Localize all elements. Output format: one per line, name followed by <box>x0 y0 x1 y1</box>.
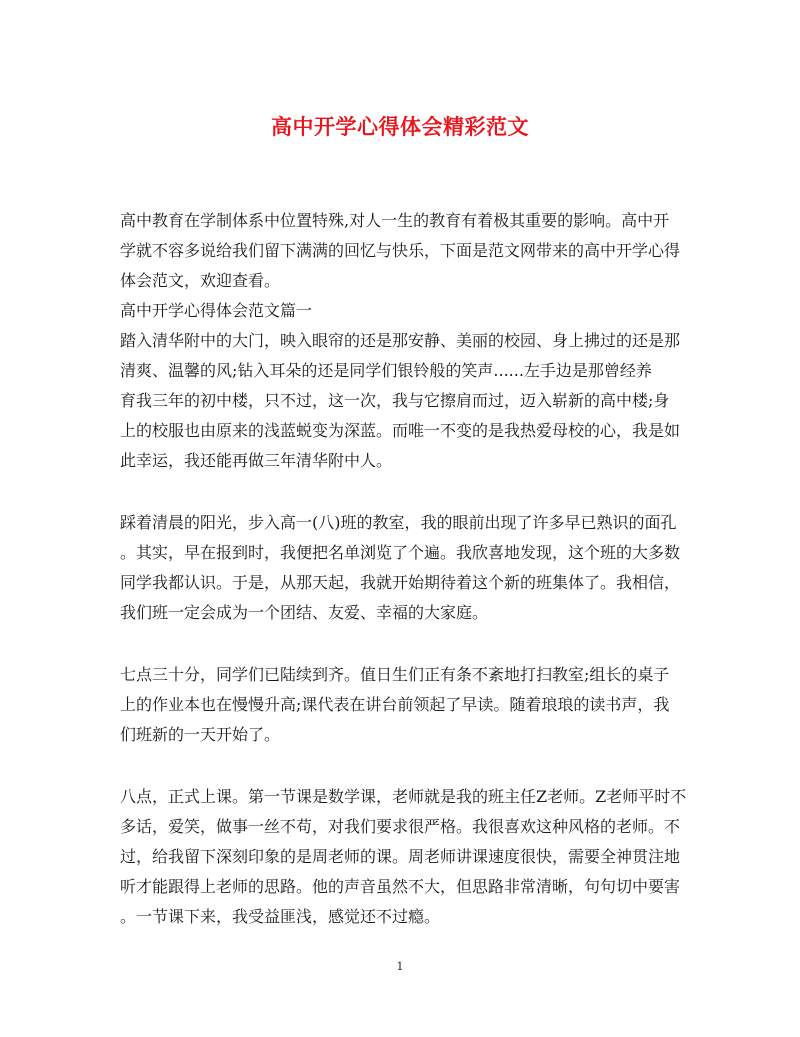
intro-paragraph <box>120 206 680 296</box>
document-body <box>120 206 687 932</box>
text-line: 听才能跟得上老师的思路。他的声音虽然不大，但思路非常清晰，句句切中要害 <box>120 877 681 896</box>
document-title: 高中开学心得体会精彩范文 <box>271 114 529 139</box>
paragraph-2 <box>120 508 680 628</box>
text-line: 清爽、温馨的风;钻入耳朵的还是同学们银铃般的笑声......左手边是那曾经养 <box>120 361 652 380</box>
paragraph-gap <box>120 750 680 782</box>
paragraph-4 <box>120 782 687 932</box>
text-line: 踩着清晨的阳光，步入高一(八)班的教室，我的眼前出现了许多早已熟识的面孔 <box>120 513 677 532</box>
text-line: 高中教育在学制体系中位置特殊,对人一生的教育有着极其重要的影响。高中开 <box>120 211 670 230</box>
paragraph-gap <box>120 628 680 660</box>
text-line: 踏入清华附中的大门，映入眼帘的还是那安静、美丽的校园、身上拂过的还是那 <box>120 331 681 350</box>
text-line: 上的作业本也在慢慢升高;课代表在讲台前领起了早读。随着琅琅的读书声，我 <box>120 695 670 714</box>
paragraph-3 <box>120 660 680 750</box>
text-line: 们班新的一天开始了。 <box>120 725 281 744</box>
text-line: 学就不容多说给我们留下满满的回忆与快乐，下面是范文网带来的高中开学心得 <box>120 241 681 260</box>
page-number: 1 <box>396 960 404 973</box>
text-line: 上的校服也由原来的浅蓝蜕变为深蓝。而唯一不变的是我热爱母校的心，我是如 <box>120 421 681 440</box>
text-line: 同学我都认识。于是，从那天起，我就开始期待着这个新的班集体了。我相信， <box>120 573 681 592</box>
section-heading: 高中开学心得体会范文篇一 <box>120 301 313 320</box>
text-line: 此幸运，我还能再做三年清华附中人。 <box>120 451 393 470</box>
text-line: 过，给我留下深刻印象的是周老师的课。周老师讲课速度很快，需要全神贯注地 <box>120 847 681 866</box>
text-line: 体会范文，欢迎查看。 <box>120 271 281 290</box>
paragraph-1 <box>120 326 680 476</box>
text-line: 育我三年的初中楼，只不过，这一次，我与它擦肩而过，迈入崭新的高中楼;身 <box>120 391 670 410</box>
text-line: 七点三十分，同学们已陆续到齐。值日生们正有条不紊地打扫教室;组长的桌子 <box>120 665 670 684</box>
text-line: 。一节课下来，我受益匪浅，感觉还不过瘾。 <box>120 907 441 926</box>
paragraph-gap <box>120 476 680 508</box>
text-line: 。其实，早在报到时，我便把名单浏览了个遍。我欣喜地发现，这个班的大多数 <box>120 543 681 562</box>
text-line: 多话，爱笑，做事一丝不苟，对我们要求很严格。我很喜欢这种风格的老师。不 <box>120 817 681 836</box>
text-line: 我们班一定会成为一个团结、友爱、幸福的大家庭。 <box>120 603 489 622</box>
text-line: 八点，正式上课。第一节课是数学课，老师就是我的班主任Z老师。Z老师平时不 <box>120 787 687 806</box>
